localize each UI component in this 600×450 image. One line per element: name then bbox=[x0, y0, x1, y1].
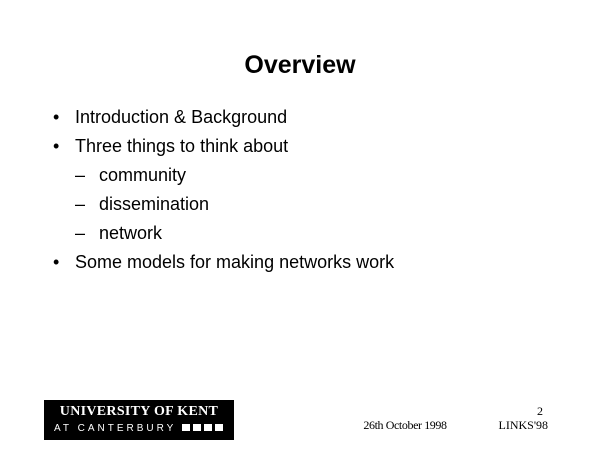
dash-marker: – bbox=[75, 165, 86, 185]
sub-bullet-item bbox=[53, 219, 394, 248]
footer-date: 26th October 1998 bbox=[363, 418, 447, 432]
logo-blocks-icon bbox=[182, 421, 226, 436]
slide-title: Overview bbox=[244, 51, 356, 79]
bullet-text: Three things to think about bbox=[75, 136, 289, 156]
bullet-item bbox=[53, 103, 394, 132]
sub-bullet-item bbox=[53, 190, 394, 219]
bullet-marker: • bbox=[53, 107, 60, 127]
bullet-text: Some models for making networks work bbox=[75, 252, 395, 272]
bullet-text: Introduction & Background bbox=[75, 107, 288, 127]
university-logo bbox=[44, 400, 234, 440]
bullet-marker: • bbox=[53, 136, 60, 156]
logo-location-line bbox=[44, 421, 234, 436]
bullet-item bbox=[53, 248, 394, 277]
bullet-list bbox=[53, 103, 394, 277]
page-number: 2 bbox=[537, 404, 543, 418]
logo-location-text: AT CANTERBURY bbox=[54, 423, 177, 435]
sub-bullet-text: network bbox=[99, 223, 163, 243]
bullet-item bbox=[53, 132, 394, 161]
sub-bullet-item bbox=[53, 161, 394, 190]
sub-bullet-text: community bbox=[99, 165, 187, 185]
bullet-marker: • bbox=[53, 252, 60, 272]
sub-bullet-text: dissemination bbox=[99, 194, 210, 214]
conference-name: LINKS'98 bbox=[498, 418, 548, 432]
dash-marker: – bbox=[75, 194, 86, 214]
logo-university-name: UNIVERSITY OF KENT bbox=[59, 404, 219, 419]
dash-marker: – bbox=[75, 223, 86, 243]
